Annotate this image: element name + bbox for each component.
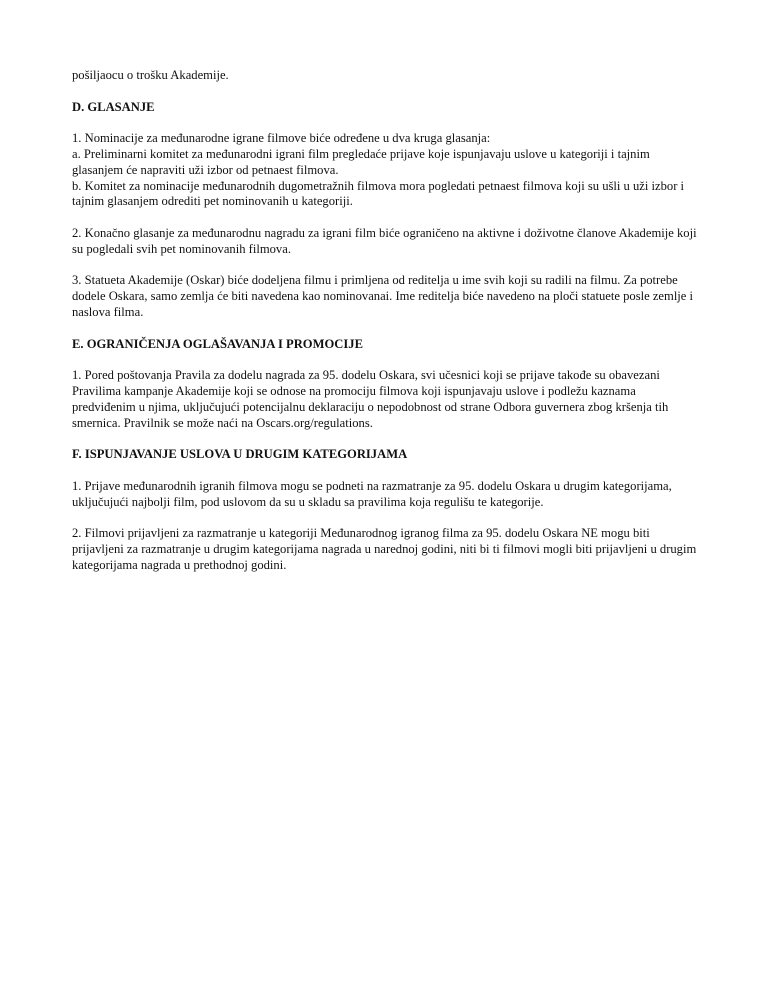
spacer: [72, 431, 702, 447]
paragraph-line: 2. Filmovi prijavljeni za razmatranje u kategoriji Međunarodnog igranog filma za 95. dodelu Oskara NE mogu biti: [72, 526, 650, 541]
paragraph-line: smernica. Pravilnik se može naći na Oscars.org/regulations.: [72, 415, 373, 430]
document-page: [72, 68, 702, 574]
section-d-paragraph-2: [72, 226, 702, 258]
paragraph-line: naslova filma.: [72, 304, 144, 319]
paragraph-line: 2. Konačno glasanje za međunarodnu nagradu za igrani film biće ograničeno na aktivne i doživotne članove Akademije koji: [72, 225, 697, 240]
spacer: [72, 258, 702, 274]
paragraph-line: su pogledali svih pet nominovanih filmova.: [72, 241, 291, 256]
paragraph-line: kategorijama nagrada u prethodnoj godini.: [72, 557, 287, 572]
section-f-paragraph-1: [72, 479, 702, 511]
paragraph-line: b. Komitet za nominacije međunarodnih dugometražnih filmova mora pogledati petnaest filmova koji su ušli u uži izbor i: [72, 178, 685, 193]
spacer: [72, 352, 702, 368]
paragraph-line: Pravilima kampanje Akademije koji se odnose na promociju filmova koji ispunjavaju uslove i podležu kaznama: [72, 383, 636, 398]
spacer: [72, 463, 702, 479]
section-e-heading: E. OGRANIČENJA OGLAŠAVANJA I PROMOCIJE: [72, 336, 363, 351]
paragraph-line: 3. Statueta Akademije (Oskar) biće dodeljena filmu i primljena od reditelja u ime svih koji su radili na filmu. Za potrebe: [72, 273, 678, 288]
paragraph-line: 1. Nominacije za međunarodne igrane filmove biće određene u dva kruga glasanja:: [72, 131, 491, 146]
paragraph-line: uključujući najbolji film, pod uslovom da su u skladu sa pravilima koja regulišu te kategorije.: [72, 494, 544, 509]
paragraph-line: prijavljeni za razmatranje u drugim kategorijama nagrada u narednoj godini, niti bi ti filmovi mogli biti prijavljeni u drugim: [72, 541, 697, 556]
paragraph-line: a. Preliminarni komitet za međunarodni igrani film pregledaće prijave koje ispunjavaju uslove u kategoriji i tajnim: [72, 146, 650, 161]
paragraph-line: 1. Prijave međunarodnih igranih filmova mogu se podneti na razmatranje za 95. dodelu Oskara u drugim kategorijama,: [72, 478, 672, 493]
spacer: [72, 210, 702, 226]
intro-line: pošiljaocu o trošku Akademije.: [72, 68, 229, 82]
paragraph-line: tajnim glasanjem odrediti pet nominovanih u kategoriji.: [72, 194, 353, 209]
section-d-paragraph-3: [72, 273, 702, 320]
paragraph-line: predviđenim u njima, uključujući potencijalnu deklaraciju o nepodobnost od strane Odbora guvernera zbog kršenja tih: [72, 399, 669, 414]
section-f-paragraph-2: [72, 526, 702, 573]
paragraph-line: glasanjem će napraviti uži izbor od petnaest filmova.: [72, 162, 339, 177]
paragraph-line: 1. Pored poštovanja Pravila za dodelu nagrada za 95. dodelu Oskara, svi učesnici koji se prijave takođe su obavezani: [72, 368, 660, 383]
section-e-paragraph-1: [72, 368, 702, 431]
section-d-paragraph-1: [72, 131, 702, 210]
spacer: [72, 115, 702, 131]
spacer: [72, 84, 702, 100]
spacer: [72, 321, 702, 337]
section-d-heading: D. GLASANJE: [72, 99, 155, 114]
spacer: [72, 510, 702, 526]
paragraph-line: dodele Oskara, samo zemlja će biti navedena kao nominovanai. Ime reditelja biće navedeno na ploči statuete posle zemlje i: [72, 289, 694, 304]
section-f-heading: F. ISPUNJAVANJE USLOVA U DRUGIM KATEGORIJAMA: [72, 447, 408, 462]
